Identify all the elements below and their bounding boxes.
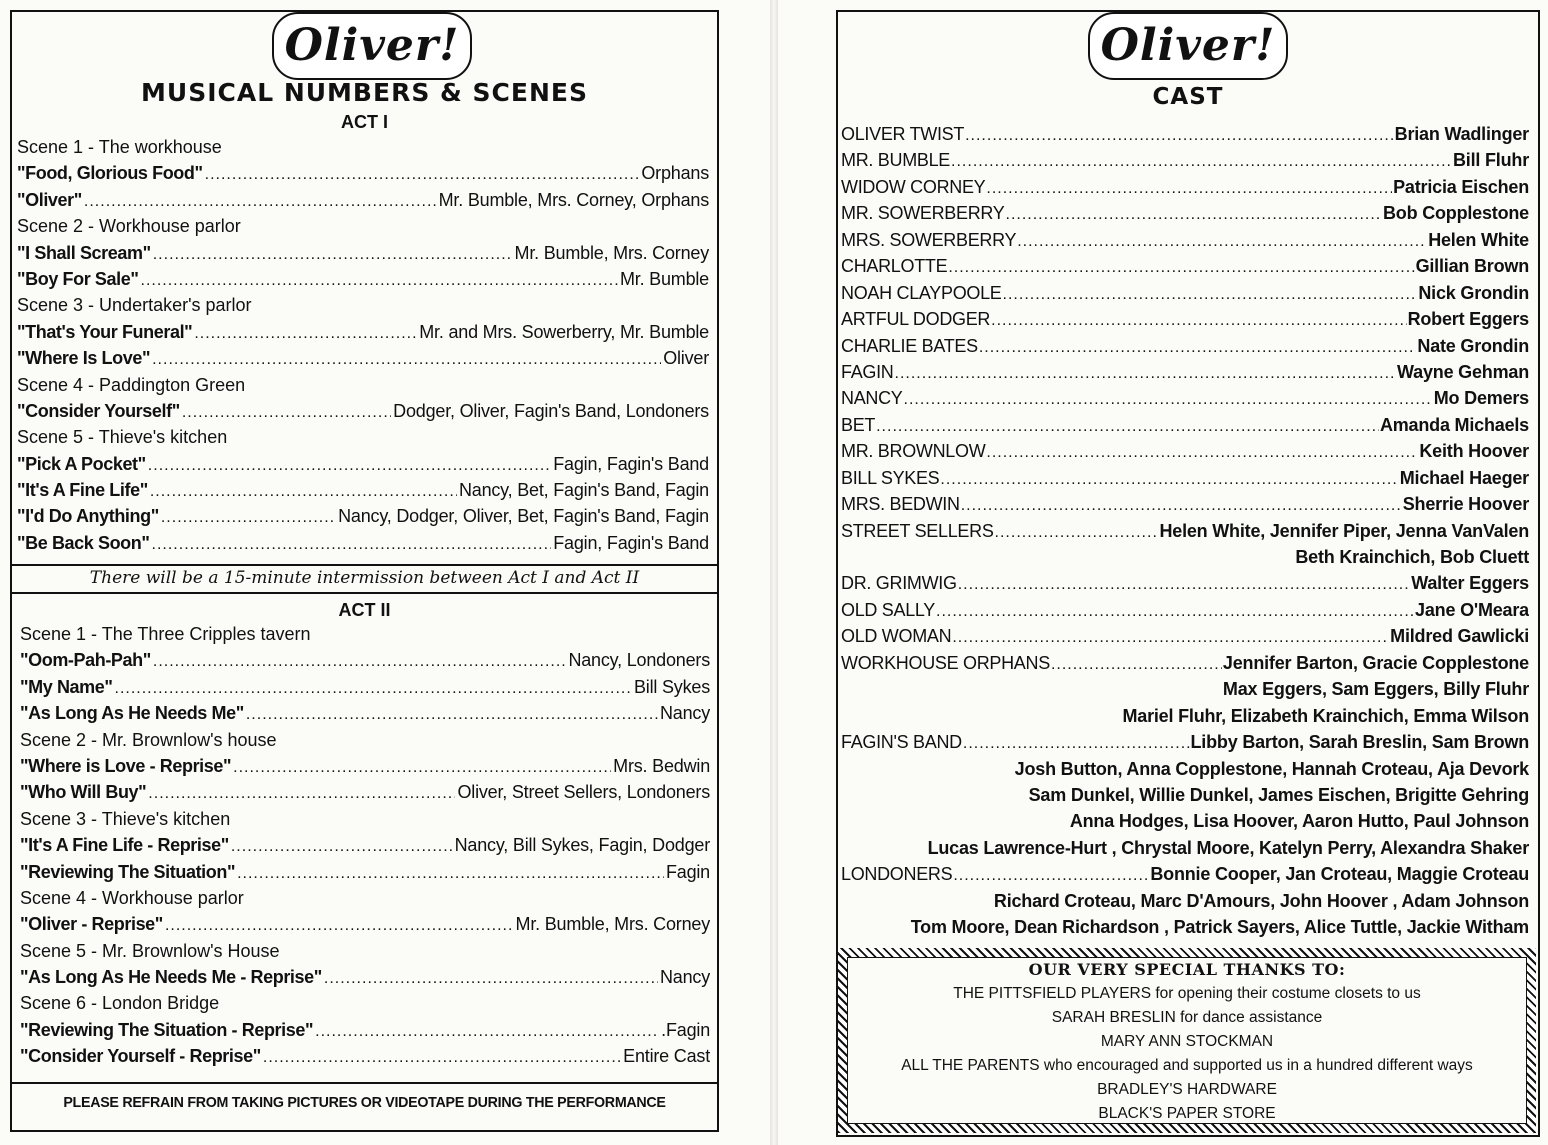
song-row [20,677,710,703]
performers: Mr. Bumble, Mrs. Corney [515,914,710,935]
actor-names: Anna Hodges, Lisa Hoover, Aaron Hutto, Paul Johnson [1069,811,1529,832]
role-name: BET [841,414,876,435]
scene-row [20,993,710,1019]
cast-continuation-row [841,917,1529,943]
dot-leader [986,444,1418,462]
cast-list [841,124,1529,944]
actor-names: Sherrie Hoover [1402,494,1529,515]
dot-leader [233,759,611,777]
role-name: NOAH CLAYPOOLE [841,282,1002,303]
actor-names: Max Eggers, Sam Eggers, Billy Fluhr [1222,679,1529,700]
scene-label: Scene 5 - Thieve's kitchen [17,427,228,448]
thanks-line: SARAH BRESLIN for dance assistance [1051,1009,1323,1026]
actor-names: Jennifer Barton, Gracie Copplestone [1222,652,1529,673]
dot-leader [246,706,658,724]
actor-names: Helen White [1428,229,1529,250]
scene-row [17,137,709,163]
scene-row [17,216,709,242]
cast-continuation-row [841,785,1529,811]
actor-names: Richard Croteau, Marc D'Amours, John Hoover , Adam Johnson [993,890,1529,911]
performers: Nancy, Bet, Fagin's Band, Fagin [458,480,709,501]
performers: Mr. Bumble, Mrs. Corney [514,242,709,263]
cast-continuation-row [841,891,1529,917]
song-row [17,506,709,532]
cast-row [841,864,1529,890]
cast-row [841,626,1529,652]
dot-leader [961,497,1402,515]
dot-leader [986,180,1392,198]
song-title: "Where Is Love" [17,348,151,369]
cast-row [841,468,1529,494]
actor-names: Helen White, Jennifer Piper, Jenna VanValen [1159,520,1529,541]
musical-numbers-title: MUSICAL NUMBERS & SCENES [141,78,588,107]
dot-leader [979,339,1417,357]
act1-list [17,137,709,559]
scene-row [20,888,710,914]
dot-leader [876,418,1379,436]
role-name: WIDOW CORNEY [841,176,986,197]
scene-label: Scene 2 - Mr. Brownlow's house [20,729,277,750]
dot-leader [953,867,1149,885]
role-name: MR. BUMBLE [841,150,951,171]
cast-continuation-row [841,679,1529,705]
thanks-line: ALL THE PARENTS who encouraged and supported us in a hundred different ways [901,1057,1473,1074]
cast-continuation-row [841,811,1529,837]
performers: Entire Cast [623,1046,710,1067]
song-row [17,480,709,506]
dot-leader [141,272,618,290]
performers: Mr. Bumble, Mrs. Corney, Orphans [438,189,709,210]
song-title: "It's A Fine Life - Reprise" [20,835,229,856]
song-title: "I Shall Scream" [17,242,151,263]
song-row [20,1020,710,1046]
performers: Mr. Bumble [619,268,709,289]
song-row [17,269,709,295]
dot-leader [161,509,336,527]
song-title: "Reviewing The Situation - Reprise" [20,1019,314,1040]
cast-row [841,150,1529,176]
actor-names: Libby Barton, Sarah Breslin, Sam Brown [1190,732,1529,753]
performers: .Fagin [661,1019,710,1040]
dot-leader [152,351,661,369]
dot-leader [115,680,632,698]
role-name: DR. GRIMWIG [841,573,957,594]
cast-row [841,309,1529,335]
dot-leader [194,325,417,343]
performers: Nancy, Dodger, Oliver, Bet, Fagin's Band, Fagin [338,506,709,527]
song-row [17,163,709,189]
scene-row [20,730,710,756]
intermission-note: There will be a 15-minute intermission between Act I and Act II [89,568,640,588]
scene-label: Scene 4 - Workhouse parlor [20,887,244,908]
performers: Orphans [641,163,709,184]
song-title: "Oom-Pah-Pah" [20,650,151,671]
performers: Mr. and Mrs. Sowerberry, Mr. Bumble [419,321,709,342]
performers: Oliver [663,348,709,369]
cast-row [841,362,1529,388]
actor-names: Lucas Lawrence-Hurt , Chrystal Moore, Katelyn Perry, Alexandra Shaker [927,837,1529,858]
role-name: LONDONERS [841,864,953,885]
dot-leader [324,970,658,988]
performers: Bill Sykes [633,676,710,697]
performers: Fagin [665,861,710,882]
role-name: CHARLOTTE [841,256,948,277]
actor-names: Bonnie Cooper, Jan Croteau, Maggie Croteau [1150,864,1529,885]
actor-names: Mildred Gawlicki [1390,626,1529,647]
cast-row [841,203,1529,229]
dot-leader [153,653,567,671]
dot-leader [1006,206,1383,224]
thanks-line: THE PITTSFIELD PLAYERS for opening their costume closets to us [953,985,1421,1002]
song-row [17,348,709,374]
special-thanks-lines [848,982,1526,1126]
scene-label: Scene 3 - Undertaker's parlor [17,295,252,316]
dot-leader [952,629,1389,647]
dot-leader [165,917,514,935]
cast-row [841,441,1529,467]
dot-leader [1003,286,1418,304]
act1-title: ACT I [341,112,388,132]
thanks-line: BRADLEY'S HARDWARE [1097,1081,1277,1098]
dot-leader [995,524,1159,542]
song-row [17,454,709,480]
song-title: "As Long As He Needs Me" [20,703,244,724]
role-name: MR. BROWNLOW [841,441,986,462]
dot-leader [963,735,1190,753]
song-title: "Be Back Soon" [17,532,150,553]
song-row [17,401,709,427]
act2-list [20,624,710,1073]
actor-names: Josh Button, Anna Copplestone, Hannah Croteau, Aja Devork [1014,758,1529,779]
dot-leader [148,457,551,475]
cast-continuation-row [841,547,1529,573]
actor-names: Gillian Brown [1415,256,1529,277]
song-title: "Boy For Sale" [17,268,139,289]
song-title: "Food, Glorious Food" [17,163,203,184]
cast-row [841,230,1529,256]
dot-leader [948,259,1414,277]
song-title: "Oliver" [17,189,82,210]
actor-names: Nick Grondin [1418,282,1529,303]
role-name: ARTFUL DODGER [841,309,991,330]
cast-continuation-row [841,706,1529,732]
song-title: "Oliver - Reprise" [20,914,163,935]
dot-leader [182,404,391,422]
role-name: BILL SYKES [841,467,940,488]
performers: Nancy, Londoners [568,650,710,671]
dot-leader [1017,233,1427,251]
dot-leader [315,1023,659,1041]
actor-names: Michael Haeger [1399,467,1529,488]
song-title: "As Long As He Needs Me - Reprise" [20,967,322,988]
dot-leader [84,193,437,211]
page-fold [770,0,778,1145]
dot-leader [940,471,1398,489]
scene-row [17,375,709,401]
role-name: NANCY [841,388,903,409]
dot-leader [936,603,1414,621]
dot-leader [991,312,1406,330]
scene-label: Scene 4 - Paddington Green [17,374,246,395]
dot-leader [263,1049,621,1067]
role-name: WORKHOUSE ORPHANS [841,652,1050,673]
cast-row [841,600,1529,626]
cast-row [841,336,1529,362]
role-name: OLD SALLY [841,599,936,620]
song-title: "Pick A Pocket" [17,453,146,474]
thanks-line: MARY ANN STOCKMAN [1100,1033,1274,1050]
song-row [20,967,710,993]
song-title: "Who Will Buy" [20,782,147,803]
actor-names: Walter Eggers [1411,573,1529,594]
scene-label: Scene 3 - Thieve's kitchen [20,808,231,829]
dot-leader [237,865,664,883]
act2-title: ACT II [338,600,391,620]
actor-names: Robert Eggers [1407,309,1529,330]
performers: Fagin, Fagin's Band [553,453,709,474]
role-name: OLD WOMAN [841,626,952,647]
role-name: OLIVER TWIST [841,124,965,144]
dot-leader [152,536,552,554]
divider-line [12,1082,717,1084]
scene-row [17,295,709,321]
actor-names: Beth Krainchich, Bob Cluett [1295,547,1529,567]
dot-leader [951,153,1452,171]
cast-continuation-row [841,759,1529,785]
no-photography-notice: PLEASE REFRAIN FROM TAKING PICTURES OR VIDEOTAPE DURING THE PERFORMANCE [63,1094,666,1111]
dot-leader [1051,656,1222,674]
oliver-logo: Oliver! [1088,12,1288,80]
actor-names: Brian Wadlinger [1394,124,1529,144]
dot-leader [205,166,640,184]
song-row [20,862,710,888]
song-title: "Consider Yourself" [17,400,180,421]
cast-row [841,732,1529,758]
dot-leader [904,391,1433,409]
performers: Oliver, Street Sellers, Londoners [457,782,710,803]
song-row [20,756,710,782]
role-name: MRS. BEDWIN [841,494,960,515]
song-row [17,190,709,216]
scene-label: Scene 5 - Mr. Brownlow's House [20,940,280,961]
special-thanks-title: OUR VERY SPECIAL THANKS TO: [1028,960,1346,979]
actor-names: Wayne Gehman [1397,361,1529,382]
cast-row [841,283,1529,309]
song-title: "My Name" [20,676,113,697]
cast-title: CAST [1152,84,1224,110]
special-thanks-box [838,948,1536,1133]
cast-row [841,124,1529,150]
cast-continuation-row [841,838,1529,864]
song-title: "Where is Love - Reprise" [20,755,232,776]
dot-leader [153,246,513,264]
actor-names: Mariel Fluhr, Elizabeth Krainchich, Emma Wilson [1122,705,1529,726]
role-name: MR. SOWERBERRY [841,203,1005,224]
dot-leader [148,785,455,803]
dot-leader [150,483,457,501]
actor-names: Amanda Michaels [1379,414,1529,435]
thanks-line: BLACK'S PAPER STORE [1098,1105,1276,1122]
scene-row [20,809,710,835]
cast-row [841,653,1529,679]
song-title: "Consider Yourself - Reprise" [20,1046,261,1067]
cast-row [841,573,1529,599]
cast-row [841,388,1529,414]
scene-row [20,941,710,967]
scene-label: Scene 6 - London Bridge [20,993,220,1014]
song-row [20,914,710,940]
cast-row [841,494,1529,520]
performers: Nancy [659,967,710,988]
actor-names: Tom Moore, Dean Richardson , Patrick Sayers, Alice Tuttle, Jackie Witham [910,917,1529,938]
performers: Fagin, Fagin's Band [553,532,709,553]
dot-leader [895,365,1397,383]
actor-names: Jane O'Meara [1415,599,1529,620]
song-row [20,703,710,729]
song-title: "Reviewing The Situation" [20,861,236,882]
role-name: FAGIN'S BAND [841,732,962,753]
song-row [20,1046,710,1072]
song-row [20,650,710,676]
actor-names: Sam Dunkel, Willie Dunkel, James Eischen, Brigitte Gehring [1028,784,1529,805]
performers: Mrs. Bedwin [613,755,710,776]
actor-names: Mo Demers [1433,388,1529,409]
actor-names: Nate Grondin [1417,335,1529,356]
actor-names: Bill Fluhr [1453,150,1529,171]
song-row [17,243,709,269]
cast-row [841,521,1529,547]
song-title: "That's Your Funeral" [17,321,193,342]
song-row [17,322,709,348]
actor-names: Patricia Eischen [1393,176,1529,197]
role-name: MRS. SOWERBERRY [841,229,1017,250]
divider-line [12,592,717,594]
cast-row [841,177,1529,203]
cast-row [841,415,1529,441]
actor-names: Keith Hoover [1419,441,1529,462]
oliver-logo: Oliver! [272,12,472,80]
cast-row [841,256,1529,282]
song-row [17,533,709,559]
role-name: STREET SELLERS [841,520,994,541]
scene-row [20,624,710,650]
dot-leader [231,838,453,856]
performers: Dodger, Oliver, Fagin's Band, Londoners [393,400,709,421]
actor-names: Bob Copplestone [1383,203,1529,224]
performers: Nancy [659,703,710,724]
song-title: "It's A Fine Life" [17,480,148,501]
scene-label: Scene 2 - Workhouse parlor [17,216,241,237]
song-title: "I'd Do Anything" [17,506,159,527]
song-row [20,835,710,861]
scene-row [17,427,709,453]
scene-label: Scene 1 - The workhouse [17,137,222,157]
performers: Nancy, Bill Sykes, Fagin, Dodger [454,835,710,856]
scene-label: Scene 1 - The Three Cripples tavern [20,624,311,644]
special-thanks-panel [847,957,1527,1124]
role-name: CHARLIE BATES [841,335,978,356]
role-name: FAGIN [841,361,894,382]
song-row [20,782,710,808]
dot-leader [958,576,1411,594]
dot-leader [965,127,1394,145]
